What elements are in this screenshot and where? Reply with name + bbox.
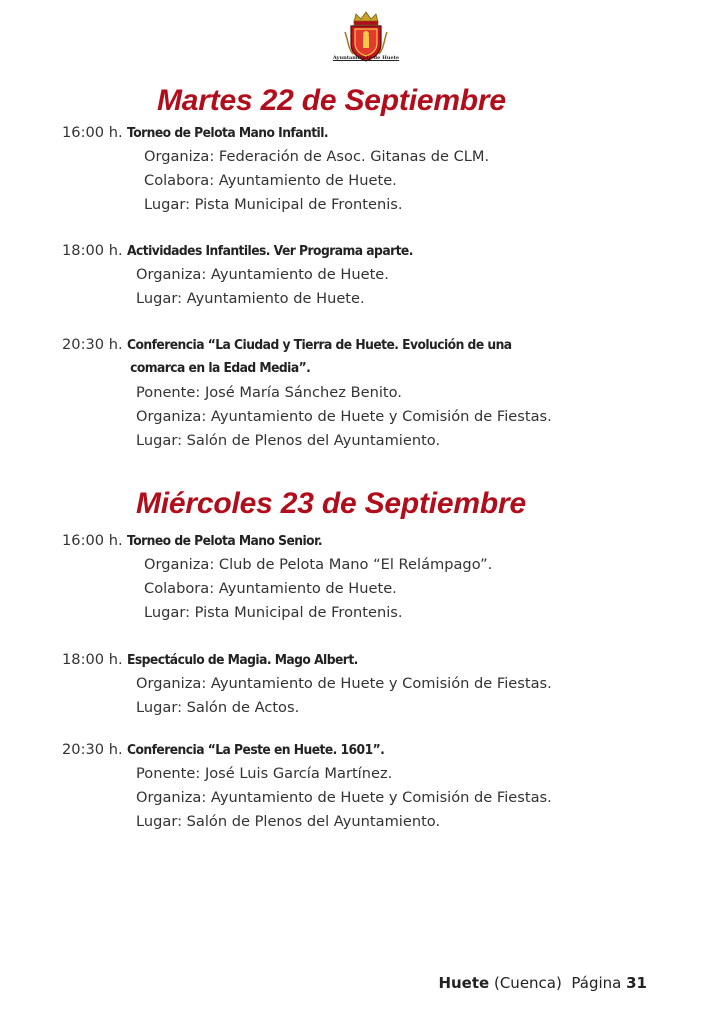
event-entry: [62, 121, 702, 217]
event-speaker: Ponente: José María Sánchez Benito.: [136, 384, 402, 401]
event-title: Conferencia “La Peste en Huete. 1601”.: [127, 743, 385, 758]
event-entry: [62, 239, 702, 311]
event-location: Lugar: Salón de Plenos del Ayuntamiento.: [136, 813, 441, 830]
event-title: Espectáculo de Magia. Mago Albert.: [127, 653, 359, 668]
event-organizer: Organiza: Federación de Asoc. Gitanas de CLM.: [144, 148, 490, 165]
page-footer: [438, 974, 647, 992]
event-time: 20:30 h.: [62, 741, 123, 758]
event-collaborator: Colabora: Ayuntamiento de Huete.: [144, 580, 397, 597]
page-number: 31: [626, 974, 647, 992]
footer-province: (Cuenca): [493, 974, 562, 992]
event-entry: [62, 333, 702, 453]
event-location: Lugar: Pista Municipal de Frontenis.: [144, 196, 403, 213]
event-entry: [62, 738, 702, 834]
event-location: Lugar: Pista Municipal de Frontenis.: [144, 604, 403, 621]
event-organizer: Organiza: Ayuntamiento de Huete y Comisión de Fiestas.: [136, 675, 552, 692]
event-title: Conferencia “La Ciudad y Tierra de Huete. Evolución de una: [127, 338, 512, 353]
event-entry: [62, 648, 702, 720]
event-time: 20:30 h.: [62, 336, 123, 353]
event-location: Lugar: Salón de Actos.: [136, 699, 300, 716]
footer-page-label: Página: [571, 974, 622, 992]
event-time: 16:00 h.: [62, 124, 123, 141]
event-organizer: Organiza: Ayuntamiento de Huete.: [136, 266, 389, 283]
event-collaborator: Colabora: Ayuntamiento de Huete.: [144, 172, 397, 189]
event-organizer: Organiza: Ayuntamiento de Huete y Comisión de Fiestas.: [136, 789, 552, 806]
logo-caption: Ayuntamiento de Huete: [332, 55, 400, 61]
event-title-continued: comarca en la Edad Media”.: [130, 361, 311, 376]
footer-town: Huete: [438, 974, 490, 992]
event-time: 18:00 h.: [62, 242, 123, 259]
day-heading: Martes 22 de Septiembre: [157, 84, 506, 117]
event-entry: [62, 529, 702, 625]
event-location: Lugar: Salón de Plenos del Ayuntamiento.: [136, 432, 441, 449]
event-title: Actividades Infantiles. Ver Programa aparte.: [127, 244, 414, 259]
event-time: 18:00 h.: [62, 651, 123, 668]
event-title: Torneo de Pelota Mano Infantil.: [127, 126, 329, 141]
event-speaker: Ponente: José Luis García Martínez.: [136, 765, 393, 782]
event-organizer: Organiza: Club de Pelota Mano “El Relámpago”.: [144, 556, 493, 573]
event-location: Lugar: Ayuntamiento de Huete.: [136, 290, 365, 307]
event-title: Torneo de Pelota Mano Senior.: [127, 534, 323, 549]
event-time: 16:00 h.: [62, 532, 123, 549]
day-heading: Miércoles 23 de Septiembre: [136, 487, 526, 520]
event-organizer: Organiza: Ayuntamiento de Huete y Comisión de Fiestas.: [136, 408, 552, 425]
